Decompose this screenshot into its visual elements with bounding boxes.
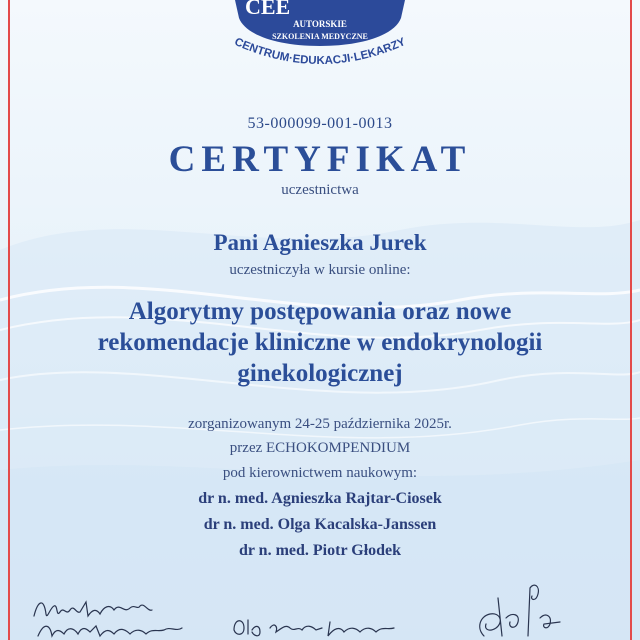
certificate-title: CERTYFIKAT (168, 139, 472, 180)
certificate-subtitle: uczestnictwa (281, 182, 359, 198)
logo-line2: SZKOLENIA MEDYCZNE (272, 32, 368, 41)
course-title-line: ginekologicznej (237, 360, 403, 387)
organized-date: zorganizowanym 24-25 października 2025r. (188, 416, 452, 432)
logo-arc-text: CENTRUM·EDUKACJI·LEKARZY (232, 36, 408, 68)
logo-abbrev: CEE (245, 0, 291, 19)
supervisor-name: dr n. med. Agnieszka Rajtar-Ciosek (198, 490, 442, 507)
supervisor-name: dr n. med. Piotr Głodek (238, 542, 402, 559)
signature-rajtar-ciosek (30, 592, 210, 640)
course-title-line: rekomendacje kliniczne w endokrynologii (97, 329, 543, 356)
supervisor-name: dr n. med. Olga Kacalska-Janssen (203, 516, 437, 533)
registration-number: 53-000099-001-0013 (247, 115, 393, 132)
participation-text: uczestniczyła w kursie online: (229, 262, 411, 278)
participant-name: Pani Agnieszka Jurek (213, 230, 427, 255)
course-title (0, 296, 640, 389)
signature-kacalska-janssen (230, 610, 400, 640)
organizer: przez ECHOKOMPENDIUM (229, 440, 411, 456)
signature-glodek (470, 578, 570, 640)
organization-logo (215, 0, 425, 75)
course-title-line: Algorytmy postępowania oraz nowe (128, 298, 512, 325)
logo-line1: AUTORSKIE (293, 19, 347, 29)
supervision-label: pod kierownictwem naukowym: (222, 465, 418, 481)
